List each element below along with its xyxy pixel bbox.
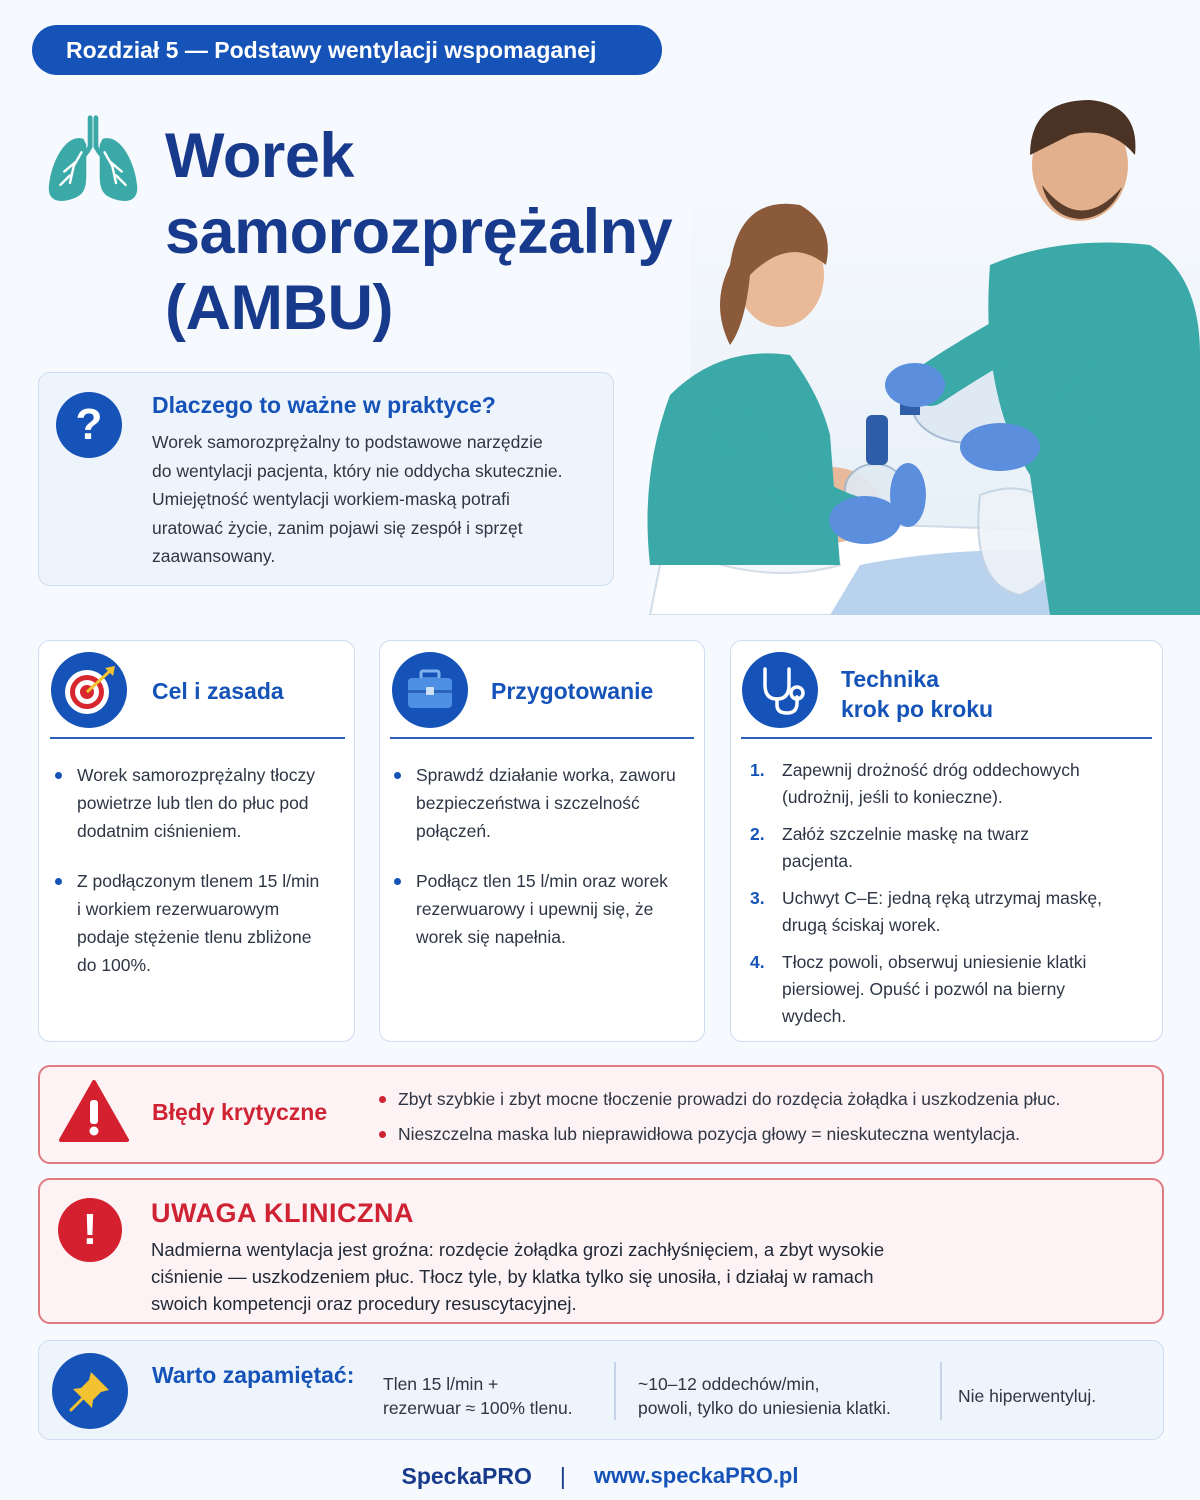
step-item <box>750 757 1155 811</box>
remember-divider <box>614 1362 616 1420</box>
list-item-line: i workiem rezerwuarowym <box>77 899 280 919</box>
remember-item-line: rezerwuar ≈ 100% tlenu. <box>383 1398 573 1418</box>
remember-item-line: Nie hiperwentyluj. <box>958 1386 1097 1406</box>
remember-heading: Warto zapamiętać: <box>152 1362 355 1388</box>
list-item <box>392 867 697 951</box>
step-line: Uchwyt C–E: jedną ręką utrzymaj maskę, <box>782 888 1102 908</box>
remember-item <box>958 1384 1148 1408</box>
list-item-line: powietrze lub tlen do płuc pod <box>77 793 309 813</box>
remember-item-line: ~10–12 oddechów/min, <box>638 1374 820 1394</box>
step-line: (udrożnij, jeśli to konieczne). <box>782 787 1003 807</box>
step-line: Załóż szczelnie maskę na twarz <box>782 824 1030 844</box>
critical-errors-heading: Błędy krytyczne <box>152 1099 328 1125</box>
step-item <box>750 821 1155 875</box>
footer-brand: SpeckaPRO <box>401 1462 532 1489</box>
why-text-line: Worek samorozprężalny to podstawowe narzędzie <box>152 432 543 452</box>
step-line: piersiowej. Opuść i pozwól na bierny <box>782 979 1066 999</box>
stethoscope-icon <box>742 652 818 728</box>
target-icon <box>51 652 127 728</box>
list-item <box>53 761 348 845</box>
step-line: wydech. <box>782 1006 847 1026</box>
list-item-line: podaje stężenie tlenu zbliżone <box>77 927 312 947</box>
warning-line: Nadmierna wentylacja jest groźna: rozdęcie żołądka grozi zachłyśnięciem, a zbyt wysokie <box>151 1239 885 1260</box>
list-item-line: Worek samorozprężalny tłoczy <box>77 765 315 785</box>
list-item-line: do 100%. <box>77 955 151 975</box>
warning-line: ciśnienie — uszkodzeniem płuc. Tłocz tyle, by klatka tylko się unosiła, i działaj w ramach <box>151 1266 874 1287</box>
footer-separator: | <box>559 1462 566 1489</box>
preparation-heading: Przygotowanie <box>491 678 654 704</box>
why-heading: Dlaczego to ważne w praktyce? <box>152 392 496 418</box>
technique-steps <box>750 757 1155 1040</box>
critical-errors-list <box>378 1082 1148 1152</box>
technique-divider <box>741 737 1152 739</box>
footer-link[interactable]: www.speckaPRO.pl <box>593 1463 799 1488</box>
step-line: pacjenta. <box>782 851 854 871</box>
medical-kit-icon <box>392 652 468 728</box>
preparation-divider <box>390 737 694 739</box>
remember-item <box>383 1372 598 1420</box>
list-item <box>392 761 697 845</box>
exclamation-circle-icon: ! <box>58 1198 122 1262</box>
step-number: 4. <box>750 952 765 972</box>
step-item <box>750 949 1155 1030</box>
list-item-line: bezpieczeństwa i szczelność <box>416 793 640 813</box>
remember-item-line: Tlen 15 l/min + <box>383 1374 499 1394</box>
clinical-warning-heading: UWAGA KLINICZNA <box>151 1198 414 1228</box>
why-text-line: do wentylacji pacjenta, który nie oddycha skutecznie. <box>152 460 563 481</box>
step-line: Tłocz powoli, obserwuj uniesienie klatki <box>782 952 1087 972</box>
goal-heading: Cel i zasada <box>152 678 284 704</box>
pushpin-icon <box>52 1353 128 1429</box>
why-text-line: zaawansowany. <box>152 546 276 566</box>
list-item-line: Z podłączonym tlenem 15 l/min <box>77 871 320 891</box>
technique-heading-line: Technika <box>841 666 939 692</box>
warning-line: swoich kompetencji oraz procedury resuscytacyjnej. <box>151 1293 577 1314</box>
list-item-line: worek się napełnia. <box>416 927 566 947</box>
remember-divider <box>940 1362 942 1420</box>
list-item-line: rezerwuarowy i upewnij się, że <box>416 899 654 919</box>
chapter-badge: Rozdział 5 — Podstawy wentylacji wspomaganej <box>32 25 662 75</box>
list-item: Zbyt szybkie i zbyt mocne tłoczenie prowadzi do rozdęcia żołądka i uszkodzenia płuc. <box>378 1082 1148 1117</box>
list-item-line: połączeń. <box>416 821 491 841</box>
lungs-icon <box>44 112 142 208</box>
title-line: samorozprężalny <box>165 197 673 267</box>
step-line: drugą ściskaj worek. <box>782 915 941 935</box>
technique-heading-line: krok po kroku <box>841 696 994 722</box>
goal-list <box>53 761 348 1001</box>
why-text-line: Umiejętność wentylacji workiem-maską potrafi <box>152 489 510 509</box>
footer <box>0 1458 1200 1494</box>
list-item <box>53 867 348 979</box>
question-icon: ? <box>56 392 122 458</box>
step-item <box>750 885 1155 939</box>
why-text <box>152 428 600 571</box>
goal-divider <box>50 737 345 739</box>
technique-heading <box>841 664 993 724</box>
list-item: Nieszczelna maska lub nieprawidłowa pozycja głowy = nieskuteczna wentylacja. <box>378 1117 1148 1152</box>
list-item-line: Sprawdź działanie worka, zaworu <box>416 765 676 785</box>
title-line: (AMBU) <box>165 273 393 343</box>
step-line: Zapewnij drożność dróg oddechowych <box>782 760 1080 780</box>
title-line: Worek <box>165 121 354 191</box>
remember-item <box>638 1372 923 1420</box>
list-item-line: Podłącz tlen 15 l/min oraz worek <box>416 871 668 891</box>
paramedics-illustration <box>630 95 1200 615</box>
remember-item-line: powoli, tylko do uniesienia klatki. <box>638 1398 891 1418</box>
why-text-line: uratować życie, zanim pojawi się zespół i sprzęt <box>152 517 523 538</box>
list-item-line: dodatnim ciśnieniem. <box>77 821 242 841</box>
preparation-list <box>392 761 697 973</box>
step-number: 2. <box>750 824 765 844</box>
step-number: 3. <box>750 888 765 908</box>
step-number: 1. <box>750 760 765 780</box>
warning-triangle-icon <box>58 1078 130 1144</box>
clinical-warning-text <box>151 1236 1031 1317</box>
